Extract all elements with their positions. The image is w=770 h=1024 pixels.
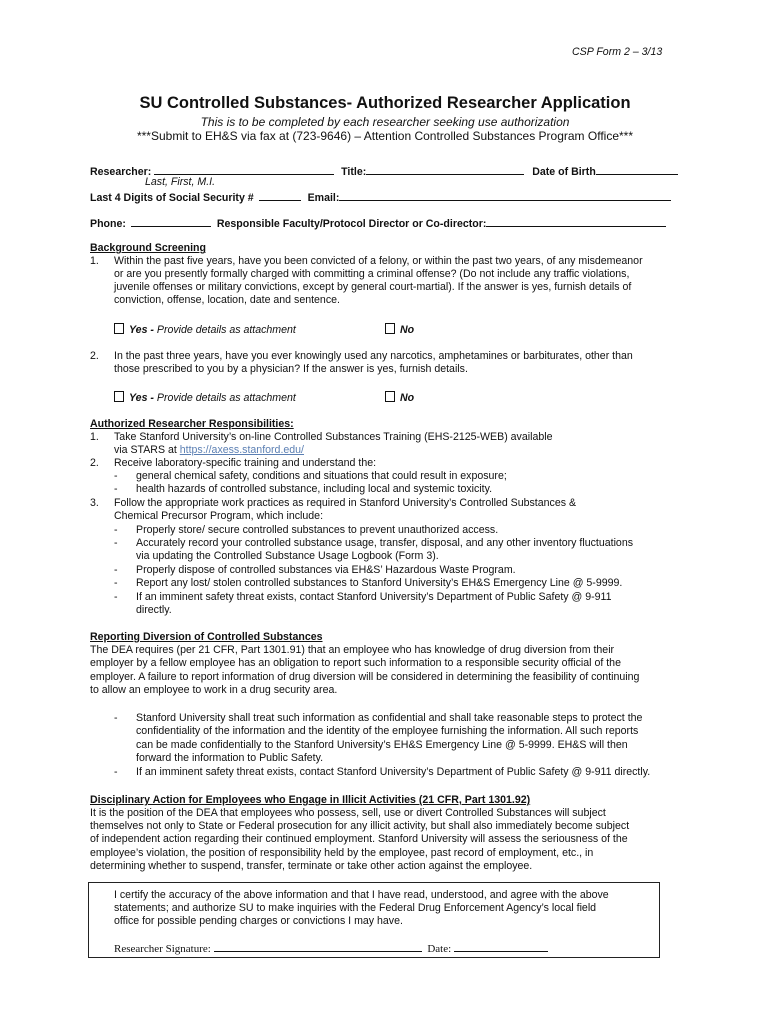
stars-link[interactable]: https://axess.stanford.edu/ [179,444,305,456]
researcher-label: Researcher: [90,166,152,178]
subtitle: This is to be completed by each researcher seeking use authorization [200,115,570,129]
sub-item: If an imminent safety threat exists, contact Stanford University’s Department of Public Safety @ 9-911 [136,591,612,603]
responsibilities-heading: Authorized Researcher Responsibilities: [90,418,294,430]
dash: - [114,524,118,536]
yes-detail: Provide details as attachment [156,324,296,336]
item1-line2 [114,444,304,457]
item2-line: Receive laboratory-specific training and understand the: [114,457,377,469]
sub-item: directly. [136,604,172,616]
dash: - [114,564,118,576]
sub-item: Accurately record your controlled substance usage, transfer, disposal, and any other inventory fluctuations [136,537,634,549]
sub-item: Report any lost/ stolen controlled substances to Stanford University’s EH&S Emergency Line @ 5-9999. [136,577,623,589]
certification-line: statements; and authorize SU to make inquiries with the Federal Drug Enforcement Agency’s local field [114,902,597,914]
dash: - [114,470,118,482]
dash: - [114,577,118,589]
certification-line: I certify the accuracy of the above information and that I have read, understood, and agree with the above [114,889,609,901]
disciplinary-line: It is the position of the DEA that employees who possess, sell, use or divert Controlled Substances will subject [90,807,606,819]
item-number: 1. [90,431,99,443]
q2-no-option[interactable] [385,391,414,405]
q2-no-checkbox[interactable] [385,391,395,402]
no-label: No [400,324,415,336]
sub-item: health hazards of controlled substance, including local and systemic toxicity. [136,483,493,495]
certification-line: office for possible pending charges or convictions I may have. [114,915,403,927]
dash: - [114,712,118,724]
dash: - [114,591,118,603]
yes-detail: Provide details as attachment [156,392,296,404]
dob-label: Date of Birth [532,166,596,178]
signature-field[interactable] [214,941,422,952]
name-hint: Last, First, M.I. [145,176,216,188]
researcher-field[interactable] [154,163,334,175]
diversion-line: employer by a fellow employee has an obligation to report such information to a responsible security official of the [90,657,621,669]
diversion-heading: Reporting Diversion of Controlled Substances [90,631,323,643]
q2-yes-option[interactable] [114,391,296,405]
q1-no-option[interactable] [385,323,414,337]
item-number: 3. [90,497,99,509]
phone-label: Phone: [90,218,126,230]
q1-line: Within the past five years, have you been convicted of a felony, or within the past two years, of any misdemeanor [114,255,643,267]
diversion-bullet: If an imminent safety threat exists, contact Stanford University’s Department of Public Safety @ 9-911 directly. [136,766,651,778]
dash: - [114,483,118,495]
disciplinary-line: employee’s violation, the position of responsibility held by the employee, past record of employment, etc., in [90,847,594,859]
q1-line: conviction, offense, location, date and sentence. [114,294,340,306]
phone-field[interactable] [131,215,211,227]
dash: - [114,537,118,549]
title-label: Title: [341,166,367,178]
diversion-bullet: confidentiality of the information and the identity of the employee furnishing the information. All such reports [136,725,639,737]
responsible-field[interactable] [486,215,666,227]
sub-item: Properly store/ secure controlled substances to prevent unauthorized access. [136,524,499,536]
sub-item: Properly dispose of controlled substances via EH&S’ Hazardous Waste Program. [136,564,516,576]
phone-row [90,215,666,231]
diversion-line: The DEA requires (per 21 CFR, Part 1301.91) that an employee who has knowledge of drug diversion from their [90,644,615,656]
q2-line: those prescribed to you by a physician? If the answer is yes, furnish details. [114,363,468,375]
submit-note: ***Submit to EH&S via fax at (723-9646) – Attention Controlled Substances Program Office*** [136,129,634,143]
dash: - [114,766,118,778]
signature-row [114,941,548,955]
ssn-row [90,189,671,205]
item3-line: Follow the appropriate work practices as required in Stanford University’s Controlled Substances & [114,497,577,509]
q1-no-checkbox[interactable] [385,323,395,334]
no-label: No [400,392,415,404]
date-label: Date: [427,943,452,955]
title-field[interactable] [366,163,524,175]
diversion-bullet: Stanford University shall treat such information as confidential and shall take reasonable steps to protect the [136,712,643,724]
q1-yes-option[interactable] [114,323,296,337]
diversion-line: employer. A failure to report information of drug diversion will be considered in determining the feasibility of continuing [90,671,640,683]
q1-line: juvenile offenses or military convictions, except by general court-martial). If the answer is yes, furnish details of [114,281,632,293]
yes-label: Yes - [129,392,154,404]
diversion-bullet: can be made confidentially to the Stanford University’s EH&S Emergency Line @ 5-9999. EH&S will then [136,739,628,751]
sub-item: general chemical safety, conditions and situations that could result in exposure; [136,470,507,482]
ssn-field[interactable] [259,189,301,201]
sub-item: via updating the Controlled Substance Usage Logbook (Form 3). [136,550,439,562]
q2-number: 2. [90,350,99,362]
q1-line: or are you presently formally charged with committing a criminal offense? (Do not include any traffic violations, [114,268,630,280]
responsible-label: Responsible Faculty/Protocol Director or Co-director: [216,218,487,230]
item3-line: Chemical Precursor Program, which include: [114,510,324,522]
disciplinary-heading: Disciplinary Action for Employees who Engage in Illicit Activities (21 CFR, Part 1301.92) [90,794,531,806]
dob-field[interactable] [596,163,678,175]
signature-label: Researcher Signature: [114,943,211,955]
disciplinary-line: themselves not only to State or Federal prosecution for any illicit activity, but shall also immediately become subject [90,820,630,832]
diversion-bullet: forward the information to Public Safety. [136,752,324,764]
disciplinary-line: of independent action regarding their continued employment. Stanford University will assess the seriousness of the [90,833,628,845]
disciplinary-line: determining whether to suspend, transfer, terminate or take other action against the employee. [90,860,533,872]
background-heading: Background Screening [90,242,206,254]
email-field[interactable] [339,189,671,201]
form-id: CSP Form 2 – 3/13 [572,46,663,58]
q2-yes-checkbox[interactable] [114,391,124,402]
yes-label: Yes - [129,324,154,336]
q1-yes-checkbox[interactable] [114,323,124,334]
date-field[interactable] [454,941,548,952]
email-label: Email: [307,192,340,204]
q2-line: In the past three years, have you ever knowingly used any narcotics, amphetamines or barbiturates, other than [114,350,633,362]
diversion-line: to allow an employee to work in a drug security area. [90,684,338,696]
ssn-label: Last 4 Digits of Social Security # [90,192,254,204]
item1-prefix: via STARS at [114,444,180,456]
item1-line: Take Stanford University’s on-line Controlled Substances Training (EHS-2125-WEB) available [114,431,553,443]
page-title: SU Controlled Substances- Authorized Researcher Application [139,94,631,112]
item-number: 2. [90,457,99,469]
q1-number: 1. [90,255,99,267]
